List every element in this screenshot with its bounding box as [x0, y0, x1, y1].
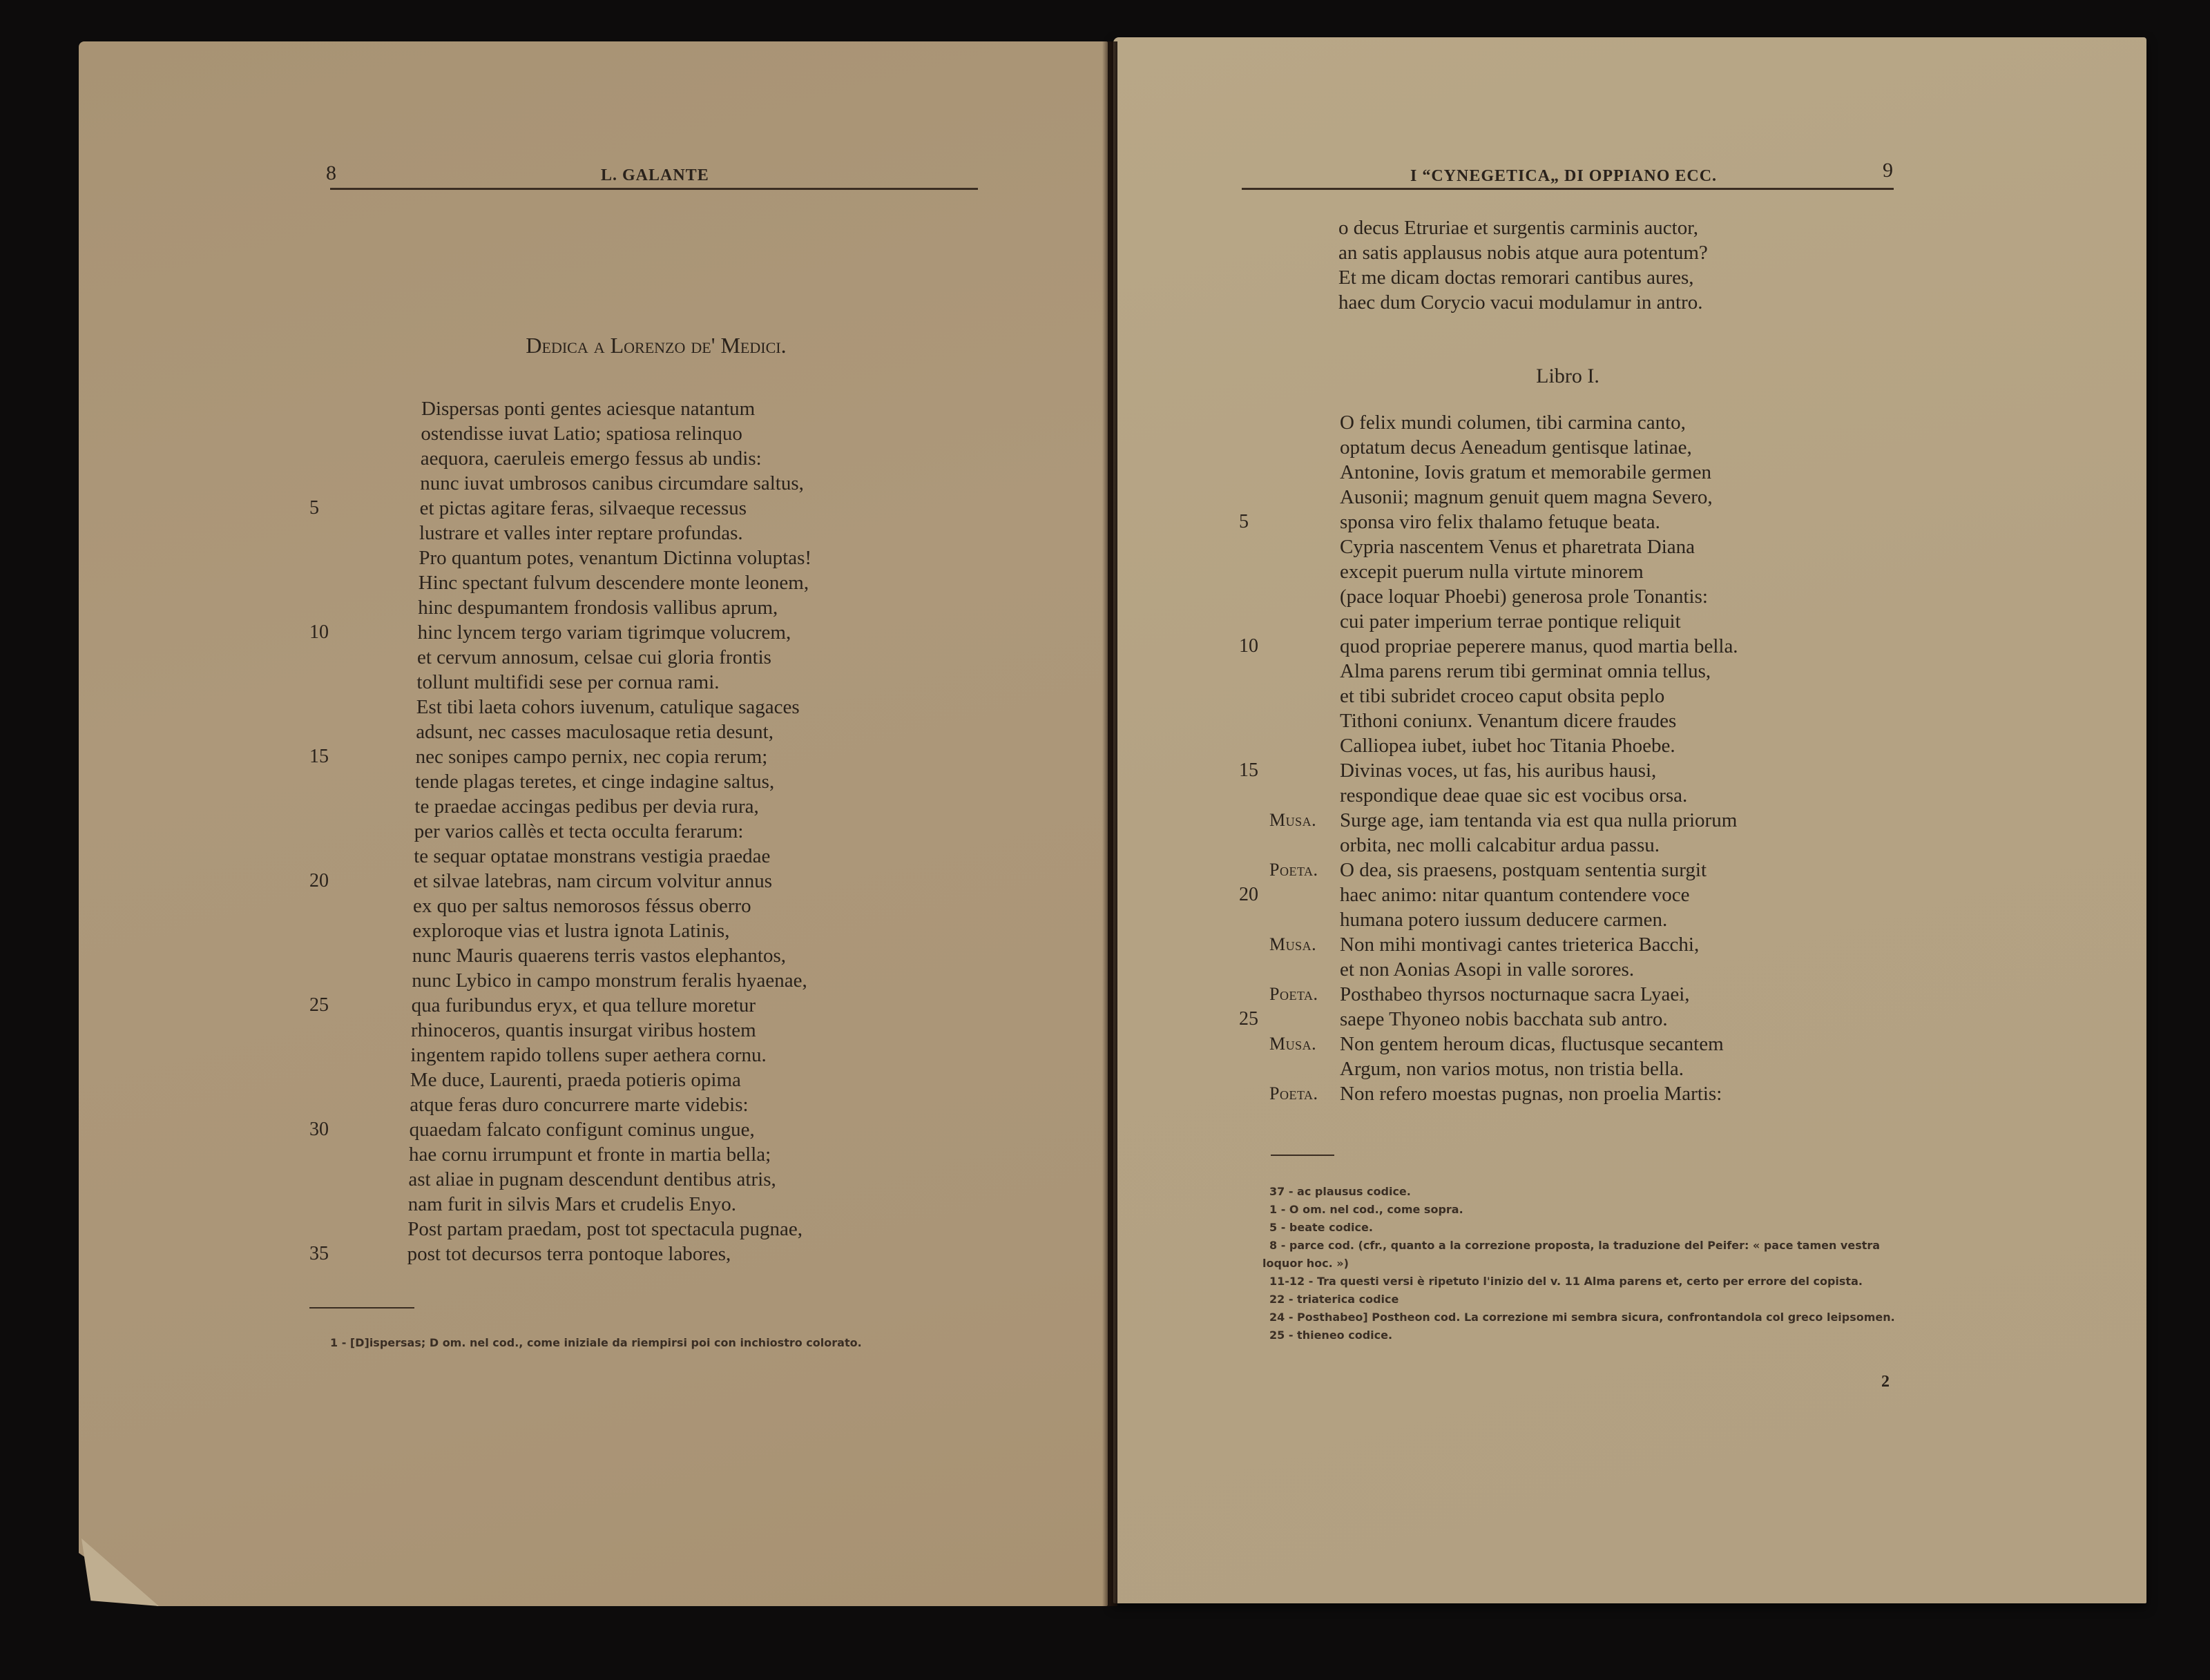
verse-text: ast aliae in pugnam descendunt dentibus atris, [408, 1168, 776, 1190]
verse-text: exploroque vias et lustra ignota Latinis, [412, 920, 730, 942]
verse-line [304, 1068, 925, 1092]
verse-line [304, 1167, 925, 1192]
verse-line [1236, 634, 1899, 659]
verse-text: hinc lyncem tergo variam tigrimque volucrem, [417, 621, 791, 644]
footnote: 1 - [D]ispersas; D om. nel cod., come iniziale da riempirsi poi con inchiostro colorato. [330, 1336, 862, 1349]
verse-text: et cervum annosum, celsae cui gloria frontis [417, 646, 771, 668]
line-number: 25 [309, 994, 329, 1016]
verse-line [1236, 1056, 1899, 1081]
verse-line [1236, 1081, 1899, 1106]
verse-line [304, 446, 925, 471]
footnote: loquor hoc. ») [1262, 1257, 1349, 1270]
verse-text: et pictas agitare feras, silvaeque recessus [419, 497, 747, 519]
line-number: 5 [1239, 511, 1249, 532]
verse-line [304, 545, 925, 570]
verse-text: Pro quantum potes, venantum Dictinna voluptas! [419, 547, 812, 569]
verse-line [1236, 733, 1899, 758]
verse-text: Ausonii; magnum genuit quem magna Severo, [1340, 486, 1713, 508]
verse-line [304, 620, 925, 645]
verse-text: o decus Etruriae et surgentis carminis auctor, [1338, 217, 1698, 239]
verse-text: an satis applausus nobis atque aura potentum? [1338, 242, 1708, 264]
verse-line [304, 894, 925, 918]
verse-line [304, 1018, 925, 1043]
line-number: 25 [1239, 1008, 1258, 1030]
verse-line [304, 720, 925, 744]
speaker-label: Poeta. [1269, 984, 1318, 1004]
verse-text: nunc Mauris quaerens terris vastos elephantos, [412, 945, 786, 967]
footnote: 11-12 - Tra questi versi è ripetuto l'inizio del v. 11 Alma parens et, certo per errore del copista. [1269, 1275, 1863, 1288]
verse-line [304, 1142, 925, 1167]
line-number: 15 [309, 746, 329, 767]
line-number: 20 [309, 870, 329, 891]
verse-line [304, 595, 925, 620]
verse-text: haec dum Corycio vacui modulamur in antro. [1338, 291, 1703, 313]
line-number: 20 [1239, 884, 1258, 905]
verse-text: Non refero moestas pugnas, non proelia Martis: [1340, 1083, 1722, 1105]
verse-line [304, 471, 925, 496]
verse-line [304, 1043, 925, 1068]
verse-line [1236, 708, 1899, 733]
verse-text: humana potero iussum deducere carmen. [1340, 909, 1668, 931]
verse-line [304, 769, 925, 794]
verse-text: Et me dicam doctas remorari cantibus aures, [1338, 267, 1694, 289]
verse-text: tollunt multifidi sese per cornua rami. [416, 671, 720, 693]
verse-text: excepit puerum nulla virtute minorem [1340, 561, 1644, 583]
verse-text: O felix mundi columen, tibi carmina canto, [1340, 412, 1686, 434]
verse-line [1236, 982, 1899, 1007]
line-number: 10 [1239, 635, 1258, 657]
verse-text: adsunt, nec casses maculosaque retia desunt, [416, 721, 774, 743]
left-footnotes [330, 1334, 862, 1352]
verse-line [304, 1217, 925, 1242]
footnote: 24 - Posthabeo] Postheon cod. La correzione mi sembra sicura, confrontandola col greco leipsomen. [1269, 1311, 1895, 1324]
verse-line [1236, 1032, 1899, 1056]
verse-text: Non mihi montivagi cantes trieterica Bacchi, [1340, 934, 1700, 956]
verse-text: aequora, caeruleis emergo fessus ab undis: [420, 447, 762, 470]
line-number: 10 [309, 621, 329, 643]
verse-line [304, 819, 925, 844]
verse-text: et tibi subridet croceo caput obsita peplo [1340, 685, 1665, 707]
footnote: 1 - O om. nel cod., come sopra. [1269, 1203, 1463, 1216]
verse-text: te praedae accingas pedibus per devia rura, [414, 795, 759, 818]
verse-text: Divinas voces, ut fas, his auribus hausi, [1340, 760, 1657, 782]
dedication-ending [1338, 215, 1891, 315]
verse-text: Hinc spectant fulvum descendere monte leonem, [418, 572, 809, 594]
verse-text: nunc iuvat umbrosos canibus circumdare saltus, [420, 472, 804, 494]
verse-text: Surge age, iam tentanda via est qua nulla priorum [1340, 809, 1738, 831]
left-running-head: L. GALANTE [601, 166, 709, 184]
line-number: 35 [309, 1243, 329, 1264]
verse-line [304, 1192, 925, 1217]
verse-line [1338, 240, 1891, 265]
right-running-head: I “CYNEGETICA„ DI OPPIANO ECC. [1410, 167, 1718, 185]
footnote: 5 - beate codice. [1269, 1221, 1373, 1234]
verse-line [1236, 410, 1899, 435]
speaker-label: Poeta. [1269, 860, 1318, 880]
speaker-label: Musa. [1269, 934, 1317, 954]
verse-text: Dispersas ponti gentes aciesque natantum [421, 398, 756, 420]
verse-line [1236, 460, 1899, 485]
verse-line [1236, 783, 1899, 808]
verse-line [1338, 290, 1891, 315]
verse-text: (pace loquar Phoebi) generosa prole Tonantis: [1340, 586, 1708, 608]
verse-line [1236, 684, 1899, 708]
verse-text: ostendisse iuvat Latio; spatiosa relinquo [421, 423, 742, 445]
verse-text: quod propriae peperere manus, quod martia bella. [1340, 635, 1738, 657]
left-page-number: 8 [326, 162, 336, 184]
right-footnotes [1262, 1183, 1895, 1344]
verse-line [1236, 485, 1899, 510]
speaker-label: Poeta. [1269, 1083, 1318, 1103]
verse-text: Me duce, Laurenti, praeda potieris opima [410, 1069, 741, 1091]
right-header-rule [1242, 188, 1894, 190]
right-verse-block [1236, 410, 1899, 1106]
verse-text: hinc despumantem frondosis vallibus aprum, [418, 597, 778, 619]
verse-line [304, 968, 925, 993]
verse-text: post tot decursos terra pontoque labores, [407, 1243, 731, 1265]
verse-line [1338, 215, 1891, 240]
verse-text: cui pater imperium terrae pontique reliquit [1340, 610, 1681, 633]
speaker-label: Musa. [1269, 810, 1317, 830]
verse-line [304, 869, 925, 894]
verse-line [304, 570, 925, 595]
verse-text: Calliopea iubet, iubet hoc Titania Phoebe. [1340, 735, 1675, 757]
verse-line [304, 1242, 925, 1266]
verse-line [1236, 534, 1899, 559]
verse-text: ingentem rapido tollens super aethera cornu. [410, 1044, 767, 1066]
verse-text: sponsa viro felix thalamo fetuque beata. [1340, 511, 1660, 533]
verse-text: te sequar optatae monstrans vestigia praedae [414, 845, 771, 867]
line-number: 30 [309, 1119, 329, 1140]
verse-text: optatum decus Aeneadum gentisque latinae, [1340, 436, 1692, 458]
speaker-label: Musa. [1269, 1034, 1317, 1054]
left-verse-block [304, 396, 925, 1266]
verse-text: Posthabeo thyrsos nocturnaque sacra Lyaei, [1340, 983, 1690, 1005]
dedication-title: Dedica a Lorenzo de' Medici. [526, 333, 787, 358]
verse-text: Alma parens rerum tibi germinat omnia tellus, [1340, 660, 1711, 682]
verse-line [304, 794, 925, 819]
verse-text: nec sonipes campo pernix, nec copia rerum; [415, 746, 768, 768]
signature-mark: 2 [1881, 1373, 1890, 1391]
verse-text: Est tibi laeta cohors iuvenum, catulique sagaces [416, 696, 800, 718]
verse-line [304, 496, 925, 521]
verse-text: et silvae latebras, nam circum volvitur annus [413, 870, 773, 892]
verse-text: et non Aonias Asopi in valle sorores. [1340, 958, 1635, 981]
verse-line [304, 943, 925, 968]
verse-line [1236, 510, 1899, 534]
verse-line [304, 744, 925, 769]
right-footnote-rule [1271, 1155, 1334, 1156]
book-title: Libro I. [1536, 365, 1599, 387]
verse-text: quaedam falcato configunt cominus ungue, [409, 1119, 755, 1141]
verse-line [304, 645, 925, 670]
verse-line [1236, 758, 1899, 783]
verse-text: hae cornu irrumpunt et fronte in martia bella; [409, 1143, 771, 1166]
verse-line [1236, 882, 1899, 907]
verse-line [304, 844, 925, 869]
verse-line [1236, 435, 1899, 460]
left-section-title [414, 333, 898, 358]
verse-text: tende plagas teretes, et cinge indagine saltus, [415, 771, 775, 793]
verse-text: atque feras duro concurrere marte videbis: [410, 1094, 749, 1116]
verse-text: Non gentem heroum dicas, fluctusque secantem [1340, 1033, 1724, 1055]
footnote: 22 - triaterica codice [1269, 1293, 1399, 1306]
verse-line [304, 396, 925, 421]
right-page-number: 9 [1883, 159, 1893, 182]
verse-line [1236, 609, 1899, 634]
verse-line [1236, 907, 1899, 932]
verse-text: ex quo per saltus nemorosos féssus oberro [413, 895, 751, 917]
footnote: 8 - parce cod. (cfr., quanto a la correzione proposta, la traduzione del Peifer: « pace tamen vestra [1269, 1239, 1881, 1252]
verse-text: orbita, nec molli calcabitur ardua passu. [1340, 834, 1660, 856]
book-gutter [1102, 41, 1117, 1606]
footnote: 25 - thieneo codice. [1269, 1329, 1393, 1342]
verse-text: saepe Thyoneo nobis bacchata sub antro. [1340, 1008, 1668, 1030]
verse-line [1236, 957, 1899, 982]
verse-line [1236, 1007, 1899, 1032]
verse-text: O dea, sis praesens, postquam sententia surgit [1340, 859, 1707, 881]
verse-line [1236, 808, 1899, 833]
verse-line [304, 695, 925, 720]
verse-text: qua furibundus eryx, et qua tellure moretur [411, 994, 756, 1016]
left-footnote-rule [309, 1307, 414, 1309]
verse-text: lustrare et valles inter reptare profundas. [419, 522, 743, 544]
verse-text: haec animo: nitar quantum contendere voce [1340, 884, 1690, 906]
verse-text: Post partam praedam, post tot spectacula pugnae, [407, 1218, 803, 1240]
verse-line [304, 1092, 925, 1117]
verse-text: nunc Lybico in campo monstrum feralis hyaenae, [412, 969, 807, 992]
verse-line [1236, 858, 1899, 882]
verse-text: per varios callès et tecta occulta ferarum: [414, 820, 744, 842]
verse-line [304, 521, 925, 545]
verse-line [304, 670, 925, 695]
verse-line [304, 1117, 925, 1142]
verse-text: nam furit in silvis Mars et crudelis Enyo. [407, 1193, 736, 1215]
line-number: 15 [1239, 760, 1258, 781]
verse-text: respondique deae quae sic est vocibus orsa. [1340, 784, 1688, 807]
verse-line [1236, 833, 1899, 858]
verse-line [1338, 265, 1891, 290]
verse-line [1236, 584, 1899, 609]
verse-line [304, 421, 925, 446]
verse-text: Tithoni coniunx. Venantum dicere fraudes [1340, 710, 1677, 732]
verse-line [1236, 659, 1899, 684]
verse-line [304, 993, 925, 1018]
verse-text: Cypria nascentem Venus et pharetrata Diana [1340, 536, 1695, 558]
verse-line [1236, 932, 1899, 957]
verse-text: rhinoceros, quantis insurgat viribus hostem [411, 1019, 756, 1041]
verse-text: Argum, non varios motus, non tristia bella. [1340, 1058, 1684, 1080]
verse-text: Antonine, Iovis gratum et memorabile germen [1340, 461, 1711, 483]
verse-line [304, 918, 925, 943]
line-number: 5 [309, 497, 319, 519]
left-header-rule [330, 188, 978, 190]
verse-line [1236, 559, 1899, 584]
footnote: 37 - ac plausus codice. [1269, 1185, 1411, 1198]
